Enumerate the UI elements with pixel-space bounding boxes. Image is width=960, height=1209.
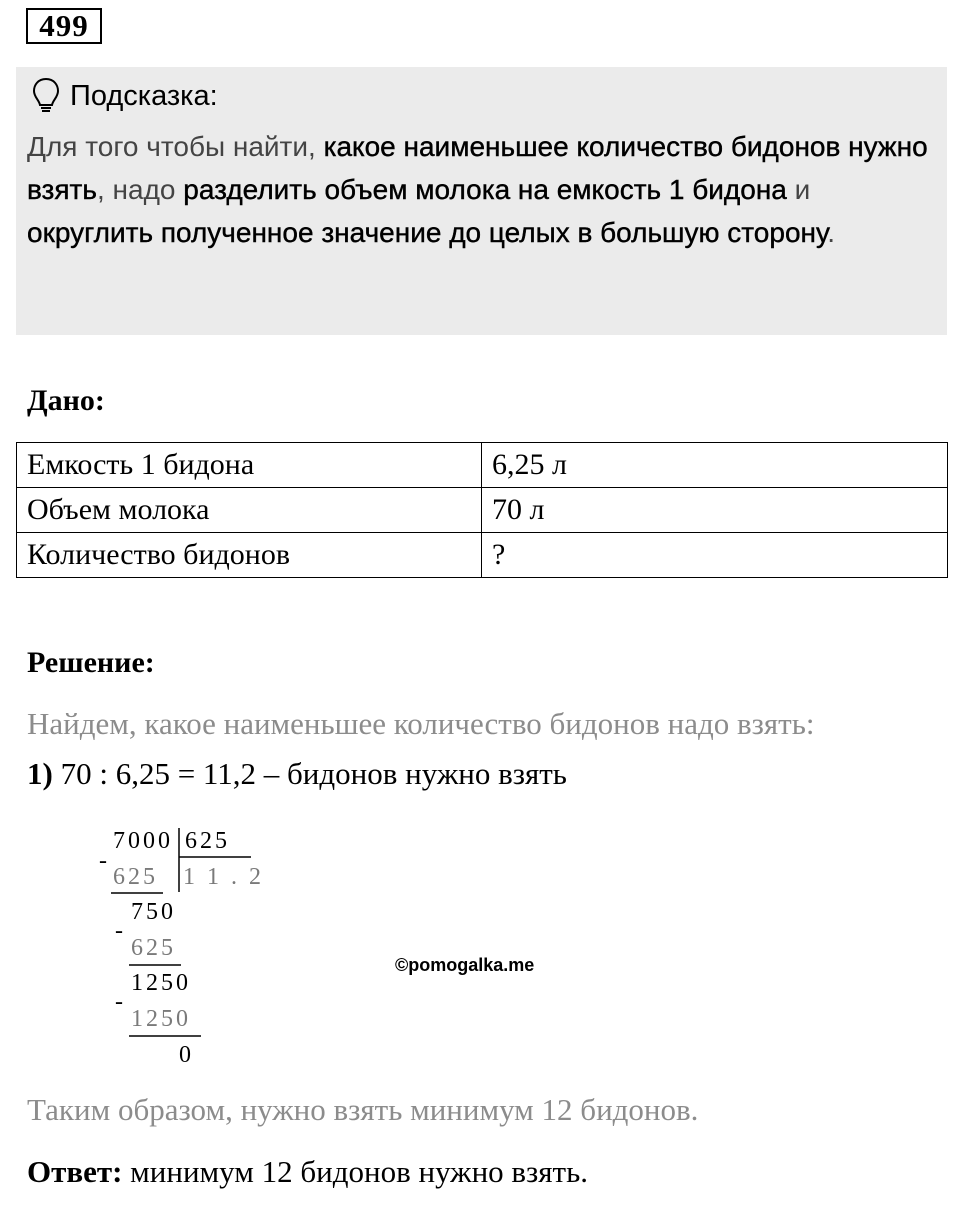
given-table	[16, 442, 948, 578]
table-row	[17, 443, 948, 488]
given-label: Количество бидонов	[17, 533, 482, 578]
hint-segment: , надо	[96, 174, 184, 205]
hint-title-text: Подсказка:	[70, 80, 218, 112]
watermark: ©pomogalka.me	[395, 955, 535, 975]
division-subtrahend: 1250	[131, 1006, 191, 1032]
table-row	[17, 533, 948, 578]
long-division	[95, 822, 295, 1072]
hint-segment: .	[827, 217, 835, 248]
solution-step	[27, 756, 567, 792]
given-label: Емкость 1 бидона	[17, 443, 482, 488]
step-text: 70 : 6,25 = 11,2 – бидонов нужно взять	[52, 756, 567, 791]
table-row	[17, 488, 948, 533]
solution-intro: Найдем, какое наименьшее количество бидонов надо взять:	[27, 706, 815, 741]
solution-title: Решение:	[27, 646, 155, 679]
given-value: ?	[482, 533, 948, 578]
given-value: 70 л	[482, 488, 948, 533]
hint-segment-bold: разделить объем молока на емкость 1 бидона	[183, 174, 787, 205]
hint-title	[32, 76, 218, 116]
answer-text: минимум 12 бидонов нужно взять.	[122, 1154, 588, 1189]
minus-sign: -	[115, 918, 126, 944]
hint-segment: и	[786, 174, 811, 205]
division-quotient: 1 1 . 2	[183, 864, 264, 890]
hint-text	[27, 125, 937, 254]
given-title: Дано:	[27, 384, 105, 417]
step-number: 1)	[27, 756, 53, 791]
minus-sign: -	[99, 848, 110, 874]
lightbulb-icon	[32, 77, 60, 115]
division-remainder: 1250	[131, 970, 191, 996]
division-subtrahend: 625	[113, 864, 158, 890]
given-value: 6,25 л	[482, 443, 948, 488]
answer-label: Ответ:	[27, 1154, 123, 1189]
task-number: 499	[26, 8, 102, 44]
hint-segment-bold: какое наименьшее количество бидонов нужно взять	[27, 131, 928, 205]
division-dividend: 7000	[113, 828, 173, 854]
division-subtrahend: 625	[131, 935, 176, 961]
division-remainder: 0	[179, 1042, 194, 1068]
answer	[27, 1154, 588, 1190]
given-label: Объем молока	[17, 488, 482, 533]
solution-conclusion: Таким образом, нужно взять минимум 12 бидонов.	[27, 1092, 699, 1127]
minus-sign: -	[115, 989, 126, 1015]
division-remainder: 750	[131, 899, 176, 925]
hint-segment-bold: округлить полученное значение до целых в большую сторону	[27, 217, 828, 248]
hint-segment: Для того чтобы найти,	[27, 131, 324, 162]
division-divisor: 625	[185, 828, 230, 854]
